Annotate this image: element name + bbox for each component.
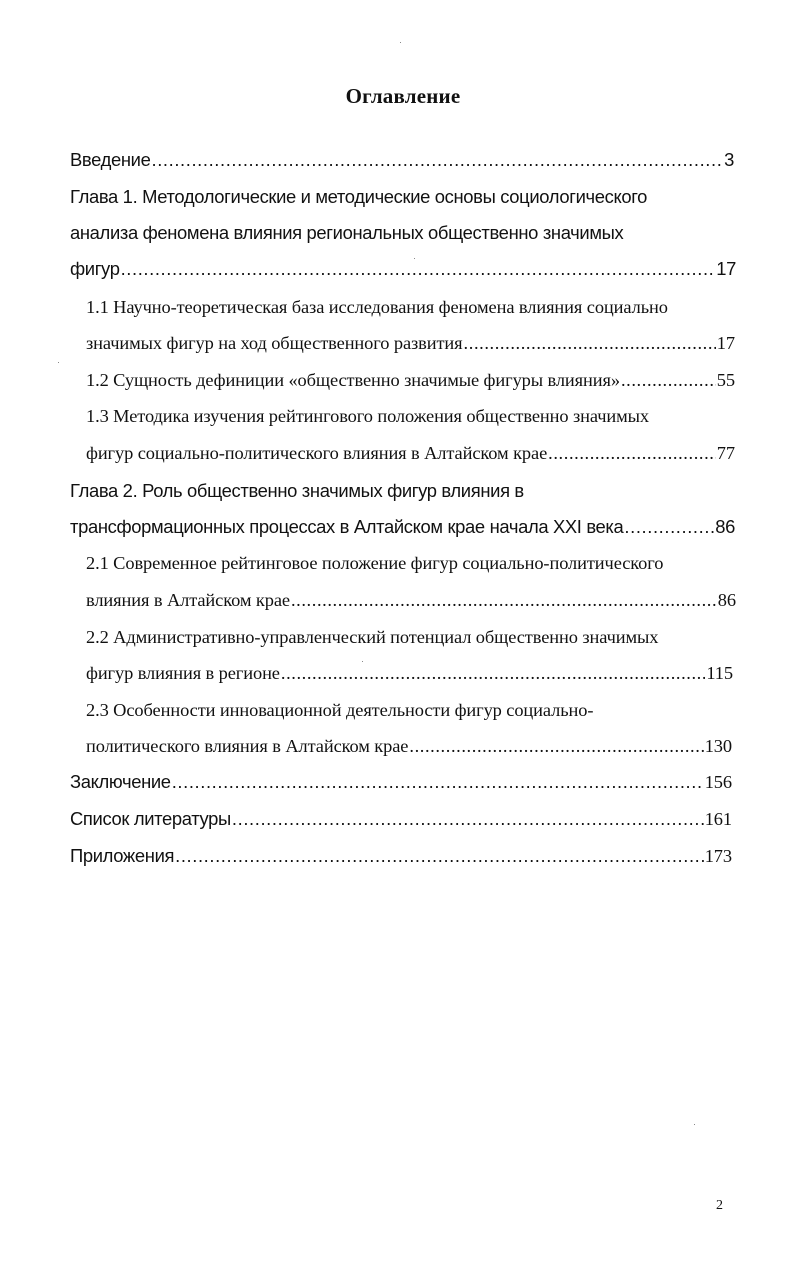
toc-entry-chapter-1-line-2 bbox=[70, 218, 623, 248]
toc-entry-chapter-1-line-3 bbox=[70, 254, 736, 284]
toc-entry-chapter-2-line-1 bbox=[70, 476, 524, 506]
toc-entry-text: 1.1 Научно-теоретическая база исследования феномена влияния социально bbox=[86, 297, 668, 317]
toc-page-number: 17 bbox=[716, 258, 736, 279]
toc-leader-dots bbox=[232, 804, 704, 834]
toc-entry-text: Введение bbox=[70, 149, 151, 170]
toc-entry-text: 1.2 Сущность дефиниции «общественно значимые фигуры влияния» bbox=[86, 370, 620, 390]
toc-entry-text: трансформационных процессах в Алтайском крае начала XXI века bbox=[70, 516, 624, 537]
toc-entry-section-2-1-line-2 bbox=[86, 585, 736, 615]
page-number: 2 bbox=[716, 1198, 723, 1213]
scan-speck bbox=[414, 258, 415, 259]
toc-entry-text: политического влияния в Алтайском крае bbox=[86, 736, 409, 756]
toc-entry-text: значимых фигур на ход общественного развития bbox=[86, 333, 463, 353]
toc-entry-section-1-3-line-1 bbox=[86, 401, 649, 431]
toc-entry-section-1-1-line-1 bbox=[86, 292, 668, 322]
toc-entry-section-1-2 bbox=[86, 365, 735, 395]
toc-page-number: 86 bbox=[715, 516, 735, 537]
toc-leader-dots bbox=[121, 254, 716, 284]
toc-entry-introduction bbox=[70, 145, 734, 175]
toc-entry-section-2-2-line-1 bbox=[86, 622, 658, 652]
toc-entry-chapter-1-line-1 bbox=[70, 182, 647, 212]
toc-page-number: 3 bbox=[724, 149, 734, 170]
toc-page-number: 86 bbox=[717, 590, 736, 610]
toc-entry-section-2-3-line-1 bbox=[86, 695, 593, 725]
toc-entry-section-2-3-line-2 bbox=[86, 731, 732, 761]
toc-leader-dots bbox=[548, 438, 716, 468]
toc-entry-text: фигур bbox=[70, 258, 120, 279]
toc-entry-text: Заключение bbox=[70, 771, 171, 792]
toc-entry-section-1-3-line-2 bbox=[86, 438, 735, 468]
toc-leader-dots bbox=[624, 512, 714, 542]
toc-entry-text: 2.1 Современное рейтинговое положение фигур социально-политического bbox=[86, 553, 664, 573]
toc-page-number: 130 bbox=[704, 736, 732, 756]
toc-page-number: 173 bbox=[704, 846, 732, 866]
toc-leader-dots bbox=[172, 767, 704, 797]
toc-page-number: 17 bbox=[716, 333, 735, 353]
toc-entry-section-2-2-line-2 bbox=[86, 658, 733, 688]
toc-entry-section-2-1-line-1 bbox=[86, 548, 663, 578]
toc-leader-dots bbox=[151, 145, 723, 175]
toc-entry-text: анализа феномена влияния региональных общественно значимых bbox=[70, 222, 624, 243]
toc-page-number: 77 bbox=[716, 443, 735, 463]
scan-speck bbox=[362, 661, 363, 662]
toc-title: Оглавление bbox=[345, 84, 461, 108]
toc-entry-text: фигур влияния в регионе bbox=[86, 663, 280, 683]
scan-speck bbox=[58, 362, 59, 363]
toc-entry-section-1-1-line-2 bbox=[86, 328, 735, 358]
toc-page-number: 115 bbox=[706, 663, 733, 683]
toc-leader-dots bbox=[409, 731, 703, 761]
toc-entry-text: Глава 1. Методологические и методические основы социологического bbox=[70, 186, 648, 207]
toc-page-number: 161 bbox=[704, 809, 732, 829]
toc-entry-literature bbox=[70, 804, 732, 834]
toc-page-number: 55 bbox=[716, 370, 735, 390]
toc-entry-text: 2.3 Особенности инновационной деятельности фигур социально- bbox=[86, 700, 594, 720]
toc-entry-text: 1.3 Методика изучения рейтингового положения общественно значимых bbox=[86, 406, 649, 426]
toc-entry-text: Глава 2. Роль общественно значимых фигур влияния в bbox=[70, 480, 524, 501]
toc-leader-dots bbox=[621, 365, 716, 395]
toc-leader-dots bbox=[291, 585, 717, 615]
toc-entry-text: Список литературы bbox=[70, 808, 231, 829]
scan-speck bbox=[400, 42, 401, 43]
toc-entry-text: влияния в Алтайском крае bbox=[86, 590, 290, 610]
toc-entry-text: 2.2 Административно-управленческий потенциал общественно значимых bbox=[86, 627, 659, 647]
toc-entry-chapter-2-line-2 bbox=[70, 512, 735, 542]
toc-leader-dots bbox=[464, 328, 716, 358]
toc-entry-appendix bbox=[70, 841, 732, 871]
toc-page-number: 156 bbox=[704, 772, 732, 792]
toc-entry-text: фигур социально-политического влияния в Алтайском крае bbox=[86, 443, 548, 463]
toc-leader-dots bbox=[281, 658, 706, 688]
toc-leader-dots bbox=[175, 841, 704, 871]
toc-entry-text: Приложения bbox=[70, 845, 175, 866]
scan-speck bbox=[694, 1124, 695, 1125]
toc-entry-conclusion bbox=[70, 767, 732, 797]
